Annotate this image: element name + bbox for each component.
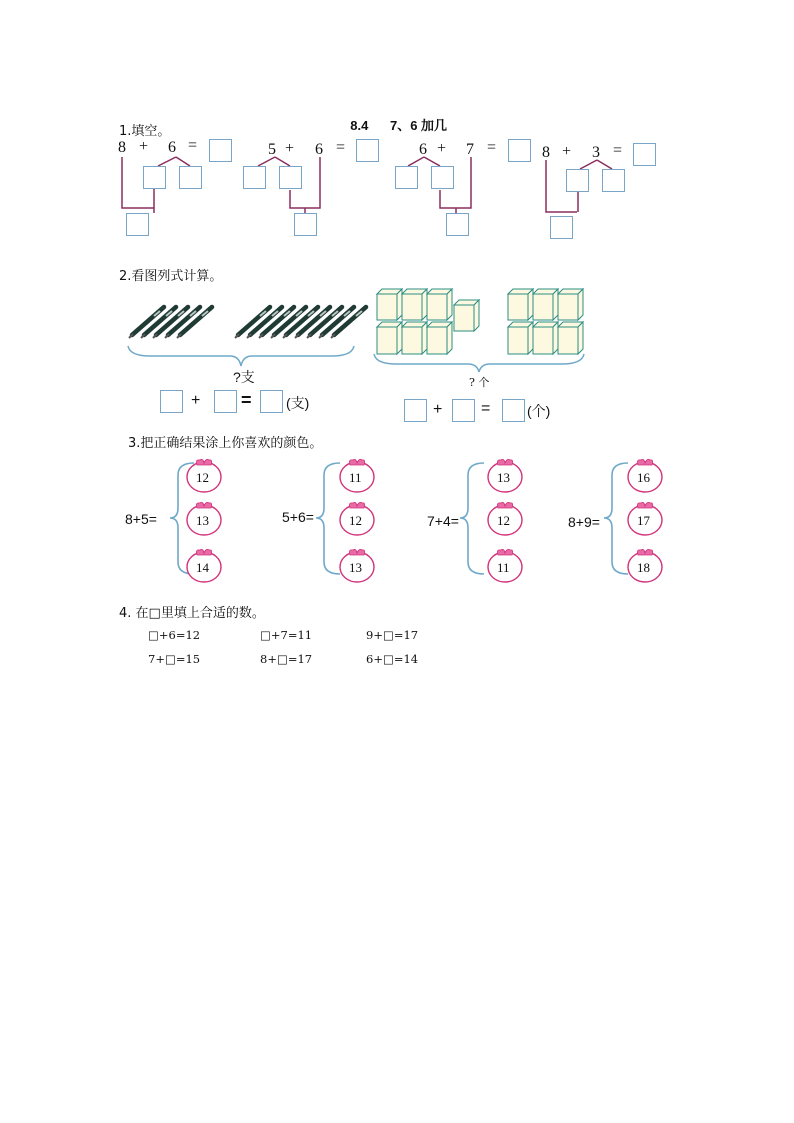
s4-item: 9+□=17 bbox=[366, 628, 419, 642]
pens-equals: = bbox=[241, 390, 252, 410]
p3-a: 6 bbox=[419, 141, 427, 158]
p1-b: 6 bbox=[168, 139, 176, 156]
s3-option[interactable]: 12 bbox=[196, 470, 209, 485]
s3-expr-3: 7+4= bbox=[427, 513, 459, 529]
s3-option[interactable]: 11 bbox=[497, 560, 510, 575]
p1-op: + bbox=[139, 138, 149, 155]
cubes-unit: (个) bbox=[527, 403, 551, 419]
p1-eq: = bbox=[188, 137, 198, 154]
p1-a: 8 bbox=[118, 139, 126, 156]
cubes-equals: = bbox=[481, 400, 491, 417]
s4-item: 6+□=14 bbox=[366, 652, 419, 666]
s3-option[interactable]: 13 bbox=[196, 513, 209, 528]
section3-heading: 3.把正确结果涂上你喜欢的颜色。 bbox=[128, 436, 323, 451]
section1-heading: 1.填空。 bbox=[119, 124, 171, 139]
cubes-question-label: ? 个 bbox=[469, 376, 490, 389]
p3-op: + bbox=[437, 140, 447, 157]
p3-eq: = bbox=[487, 139, 497, 156]
s3-option[interactable]: 18 bbox=[637, 560, 650, 575]
cubes-plus: + bbox=[433, 401, 443, 418]
p2-eq: = bbox=[336, 139, 346, 156]
s3-option[interactable]: 13 bbox=[497, 470, 510, 485]
p4-eq: = bbox=[613, 142, 623, 159]
s4-item: □+7=11 bbox=[260, 628, 313, 642]
s4-item: 8+□=17 bbox=[260, 652, 313, 666]
s4-item: 7+□=15 bbox=[148, 652, 201, 666]
s3-option[interactable]: 16 bbox=[637, 470, 650, 485]
pens-unit: (支) bbox=[286, 395, 310, 411]
title-topic: 7、6 加几 bbox=[389, 118, 448, 133]
p4-a: 8 bbox=[542, 144, 550, 161]
section4-heading: 4. 在□里填上合适的数。 bbox=[119, 606, 265, 621]
s3-expr-2: 5+6= bbox=[282, 509, 314, 525]
section2-heading: 2.看图列式计算。 bbox=[119, 269, 223, 284]
s3-option[interactable]: 11 bbox=[349, 470, 362, 485]
p3-b: 7 bbox=[466, 141, 474, 158]
s3-option[interactable]: 13 bbox=[349, 560, 362, 575]
p2-op: + bbox=[285, 140, 295, 157]
pens-question-label: ?支 bbox=[233, 369, 255, 385]
pens-plus: + bbox=[191, 392, 201, 409]
s3-option[interactable]: 14 bbox=[196, 560, 209, 575]
s3-expr-1: 8+5= bbox=[125, 511, 157, 527]
s4-item: □+6=12 bbox=[148, 628, 201, 642]
p2-a: 5 bbox=[268, 141, 276, 158]
s3-option[interactable]: 12 bbox=[497, 513, 510, 528]
s3-option[interactable]: 12 bbox=[349, 513, 362, 528]
p2-b: 6 bbox=[315, 141, 323, 158]
s3-expr-4: 8+9= bbox=[568, 514, 600, 530]
s3-option[interactable]: 17 bbox=[637, 513, 650, 528]
p4-b: 3 bbox=[592, 144, 600, 161]
p4-op: + bbox=[562, 143, 572, 160]
title-code: 8.4 bbox=[350, 118, 369, 133]
